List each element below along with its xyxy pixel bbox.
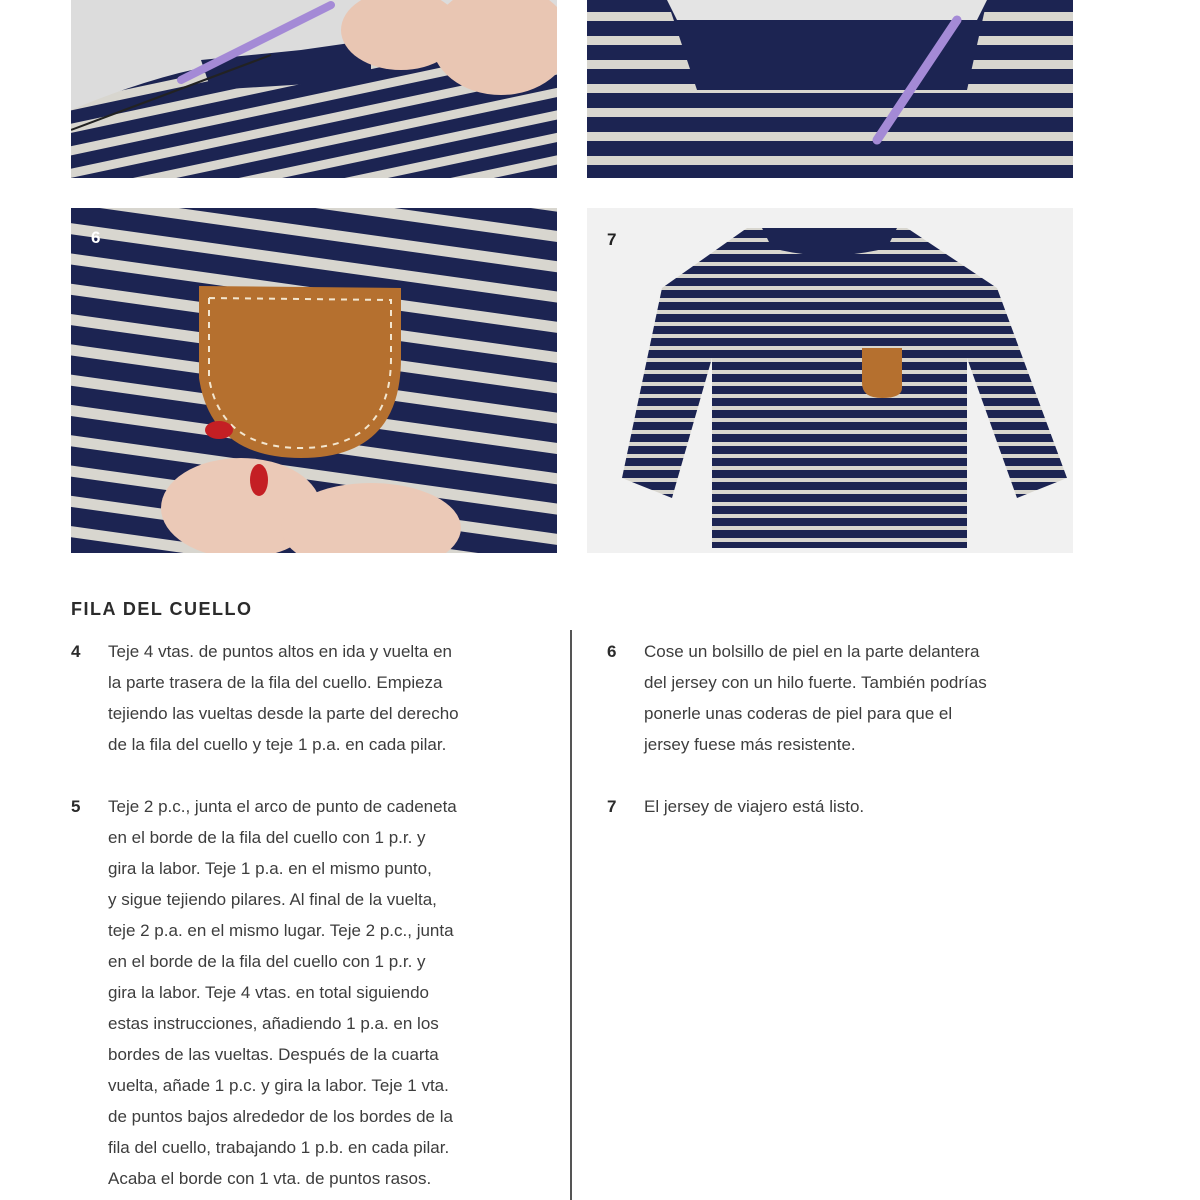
step-text <box>108 791 548 1194</box>
photo-step-7 <box>587 208 1073 553</box>
step-line: del jersey con un hilo fuerte. También podrías <box>644 673 987 692</box>
knitting-neck-photo <box>71 0 557 178</box>
photo-step-label: 6 <box>91 228 101 247</box>
step-number: 6 <box>607 642 617 661</box>
step-line: teje 2 p.a. en el mismo lugar. Teje 2 p.c., junta <box>108 921 454 940</box>
step-text <box>108 636 548 760</box>
step-number: 7 <box>607 797 617 816</box>
step-line: fila del cuello, trabajando 1 p.b. en cada pilar. <box>108 1138 450 1157</box>
step-line: en el borde de la fila del cuello con 1 p.r. y <box>108 828 426 847</box>
step-line: tejiendo las vueltas desde la parte del derecho <box>108 704 459 723</box>
step-line: Teje 2 p.c., junta el arco de punto de cadeneta <box>108 797 457 816</box>
photo-step-5 <box>587 0 1073 178</box>
knitting-collar-photo <box>587 0 1073 178</box>
step-number: 5 <box>71 797 81 816</box>
photo-step-6 <box>71 208 557 553</box>
column-divider <box>570 630 572 1200</box>
step-line: Teje 4 vtas. de puntos altos en ida y vuelta en <box>108 642 453 661</box>
step-line: vuelta, añade 1 p.c. y gira la labor. Teje 1 vta. <box>108 1076 449 1095</box>
step-line: gira la labor. Teje 4 vtas. en total siguiendo <box>108 983 430 1002</box>
step-line: de la fila del cuello y teje 1 p.a. en cada pilar. <box>108 735 447 754</box>
step-line: El jersey de viajero está listo. <box>644 797 865 816</box>
step-line: jersey fuese más resistente. <box>644 735 856 754</box>
step-line: y sigue tejiendo pilares. Al final de la vuelta, <box>108 890 437 909</box>
section-title: FILA DEL CUELLO <box>71 599 253 619</box>
step-line: Acaba el borde con 1 vta. de puntos rasos. <box>108 1169 432 1188</box>
step-number: 4 <box>71 642 81 661</box>
step-line: ponerle unas coderas de piel para que el <box>644 704 953 723</box>
step-line: de puntos bajos alrededor de los bordes de la <box>108 1107 453 1126</box>
step-line: bordes de las vueltas. Después de la cuarta <box>108 1045 439 1064</box>
step-text <box>644 791 1084 822</box>
step-line: Cose un bolsillo de piel en la parte delantera <box>644 642 980 661</box>
step-line: en el borde de la fila del cuello con 1 p.r. y <box>108 952 426 971</box>
finished-sweater-photo <box>587 208 1073 553</box>
step-text <box>644 636 1084 760</box>
step-line: la parte trasera de la fila del cuello. Empieza <box>108 673 443 692</box>
photo-step-label: 7 <box>607 230 617 249</box>
photo-step-4 <box>71 0 557 178</box>
step-line: gira la labor. Teje 1 p.a. en el mismo punto, <box>108 859 432 878</box>
sewing-pocket-photo <box>71 208 557 553</box>
step-line: estas instrucciones, añadiendo 1 p.a. en los <box>108 1014 439 1033</box>
